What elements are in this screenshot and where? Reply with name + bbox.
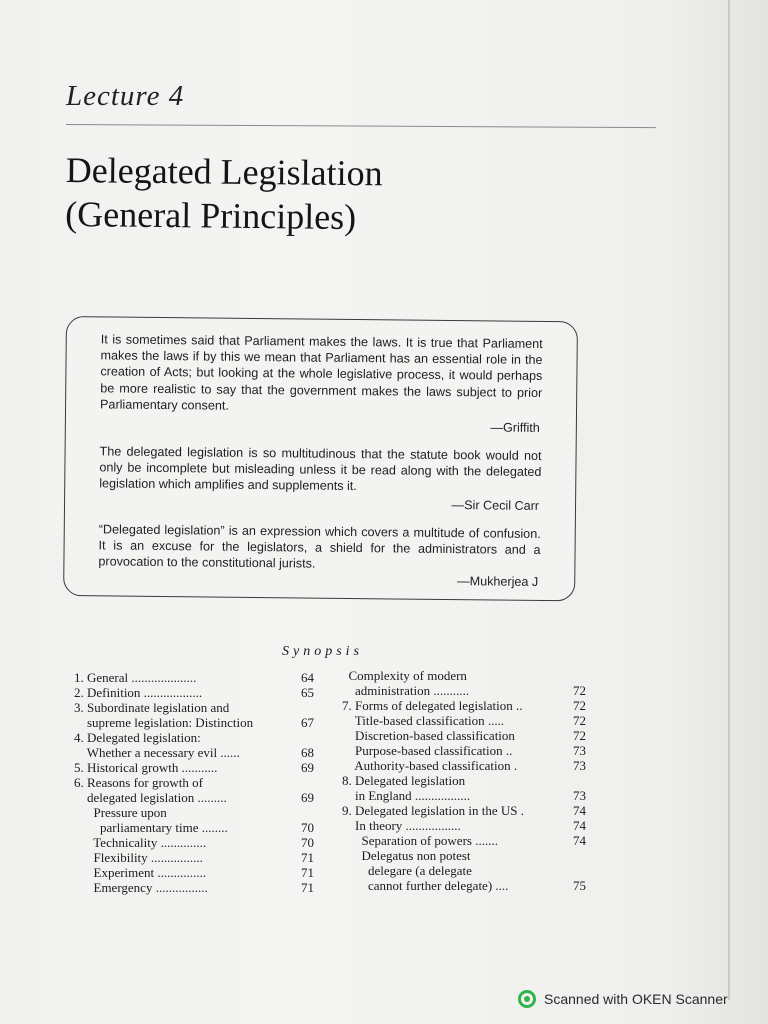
toc-entry-text: Authority-based classification . [342,758,518,773]
toc-page-number: 64 [301,670,314,685]
toc-entry [74,670,324,685]
toc-page-number: 70 [301,835,314,850]
toc-entry-text: Emergency ................ [74,880,208,895]
toc-entry [342,818,586,833]
toc-entry [74,715,324,730]
toc-entry-text: supreme legislation: Distinction [74,715,254,730]
toc-entry [342,863,582,878]
toc-entry-text: Experiment ............... [74,865,207,880]
toc-entry-text: Delegatus non potest [342,848,471,863]
toc-page-number: 73 [573,788,586,803]
toc-page-number: 74 [573,803,586,818]
quote-author: —Griffith [490,420,540,435]
page-edge [728,0,730,1000]
toc-entry [74,760,324,775]
toc-page-number: 71 [301,880,314,895]
toc-entry [74,790,324,805]
page-title [65,148,383,239]
toc-page-number: 71 [301,865,314,880]
toc-page-number: 72 [573,728,586,743]
toc-entry-text: 9. Delegated legislation in the US . [342,803,524,818]
toc-entry-text: delegated legislation ......... [74,790,227,805]
toc-page-number: 65 [301,685,314,700]
toc-entry-text: 7. Forms of delegated legislation .. [342,698,523,713]
toc-entry-text: 1. General .................... [74,670,197,685]
toc-entry-text: 2. Definition .................. [74,685,203,700]
quote-carr [99,443,541,496]
quote-text: It is sometimes said that Parliament makes the laws. It is true that Parliament makes the laws if by this we mean that Parliament has an essential role in the creation of Acts; but looking at the whole legislative process, it would perhaps be more realistic to say that the government makes the laws subject to prior Parliamentary consent. [100,332,543,413]
toc-entry [74,820,324,835]
toc-page-number: 72 [573,698,586,713]
toc-page-number: 68 [301,745,314,760]
toc-entry [74,865,324,880]
toc-entry-text: 5. Historical growth ........... [74,760,218,775]
toc-page-number: 74 [573,818,586,833]
toc-entry [342,713,586,728]
toc-entry [342,668,582,683]
toc-page-number: 75 [573,878,586,893]
toc-entry-text: 3. Subordinate legislation and [74,700,230,715]
quote-text: The delegated legislation is so multitudinous that the statute book would not only be incomplete but misleading unless it be read along with the delegated legislation which amplifies and supplements it. [99,444,542,494]
header-rule [66,124,656,128]
title-line-1: Delegated Legislation [65,149,383,194]
toc-entry-text: 4. Delegated legislation: [74,730,201,745]
toc-entry [74,775,324,790]
synopsis-left-column [74,670,324,895]
toc-entry [74,745,324,760]
toc-entry-text: 6. Reasons for growth of [74,775,203,790]
toc-page-number: 72 [573,713,586,728]
toc-entry-text: Whether a necessary evil ...... [74,745,240,760]
quote-author: —Sir Cecil Carr [451,498,540,513]
toc-entry-text: Pressure upon [74,805,167,820]
quote-text: “Delegated legislation” is an expression which covers a multitude of confusion. It is an excuse for the legislators, a shield for the administrators and a provocation to the constitutional jurists. [98,522,541,572]
toc-entry [342,788,586,803]
toc-entry-text: cannot further delegate) .... [342,878,509,893]
quote-mukherjea [98,521,540,574]
toc-entry [74,880,324,895]
toc-entry [74,730,324,745]
quote-author: —Mukherjea J [456,574,539,589]
quote-griffith [100,331,543,417]
toc-page-number: 69 [301,760,314,775]
toc-entry-text: 8. Delegated legislation [342,773,466,788]
toc-entry-text: Discretion-based classification [342,728,515,743]
toc-page-number: 73 [573,743,586,758]
toc-entry [342,803,586,818]
toc-page-number: 67 [301,715,314,730]
toc-entry [342,848,582,863]
scanner-watermark [518,990,728,1008]
toc-entry [342,743,586,758]
synopsis-right-column [342,668,586,893]
lecture-label: Lecture 4 [66,80,185,112]
toc-page-number: 69 [301,790,314,805]
toc-entry [342,878,586,893]
toc-entry [74,850,324,865]
toc-page-number: 74 [573,833,586,848]
synopsis-title: Synopsis [282,644,363,659]
toc-entry [74,835,324,850]
toc-page-number: 70 [301,820,314,835]
quotes-box [63,316,578,601]
toc-entry [342,773,582,788]
toc-entry [342,833,586,848]
toc-entry-text: Flexibility ................ [74,850,203,865]
oken-logo-icon [518,990,536,1008]
toc-entry-text: delegare (a delegate [342,863,472,878]
toc-entry-text: administration ........... [342,683,470,698]
toc-entry [74,700,324,715]
toc-page-number: 73 [573,758,586,773]
toc-entry-text: Technicality .............. [74,835,207,850]
toc-entry-text: Title-based classification ..... [342,713,505,728]
toc-page-number: 71 [301,850,314,865]
toc-entry-text: Complexity of modern [342,668,467,683]
title-line-2: (General Principles) [65,193,357,238]
toc-entry-text: Separation of powers ....... [342,833,498,848]
toc-page-number: 72 [573,683,586,698]
scanner-text: Scanned with OKEN Scanner [544,991,728,1007]
toc-entry-text: in England ................. [342,788,471,803]
toc-entry-text: Purpose-based classification .. [342,743,513,758]
toc-entry-text: parliamentary time ........ [74,820,228,835]
toc-entry [342,698,586,713]
toc-entry [342,683,586,698]
toc-entry [342,728,586,743]
toc-entry-text: In theory ................. [342,818,461,833]
toc-entry [342,758,586,773]
toc-entry [74,685,324,700]
toc-entry [74,805,324,820]
